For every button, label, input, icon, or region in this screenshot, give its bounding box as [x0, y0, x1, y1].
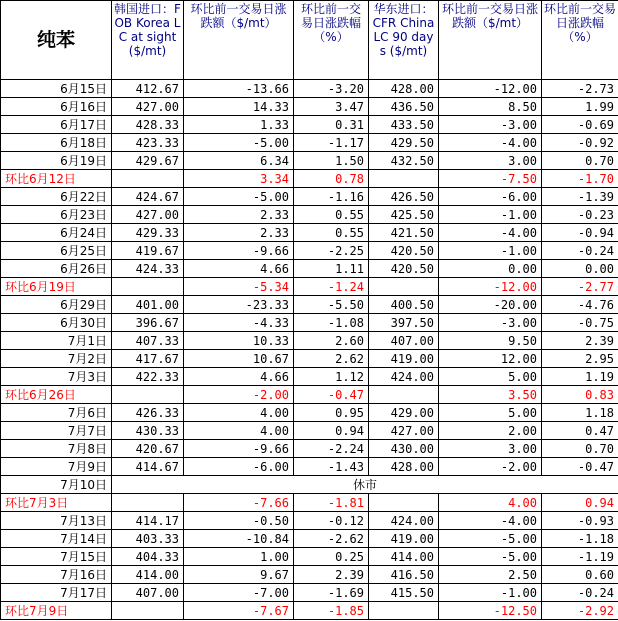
- value-cell-6: -2.77: [542, 278, 618, 296]
- value-cell-4: 420.50: [369, 260, 439, 278]
- value-cell-4: 424.00: [369, 512, 439, 530]
- value-cell-3: 3.47: [294, 98, 369, 116]
- date-cell: 7月8日: [1, 440, 112, 458]
- value-cell-3: 0.95: [294, 404, 369, 422]
- date-cell: 6月19日: [1, 152, 112, 170]
- value-cell-1: 428.33: [112, 116, 184, 134]
- table-row: [1, 260, 618, 278]
- header-cfr-change: 环比前一交易日涨跌额（$/mt）: [439, 1, 542, 80]
- table-row: [1, 530, 618, 548]
- value-cell-4: [369, 494, 439, 512]
- value-cell-4: 430.00: [369, 440, 439, 458]
- value-cell-5: 12.00: [439, 350, 542, 368]
- value-cell-1: 407.33: [112, 332, 184, 350]
- table-title: 纯苯: [1, 1, 112, 80]
- date-cell: 7月17日: [1, 584, 112, 602]
- value-cell-3: -2.62: [294, 530, 369, 548]
- value-cell-2: -10.84: [184, 530, 294, 548]
- value-cell-3: -2.25: [294, 242, 369, 260]
- table-row: [1, 404, 618, 422]
- table-row: [1, 98, 618, 116]
- value-cell-6: 1.18: [542, 404, 618, 422]
- value-cell-2: 1.00: [184, 548, 294, 566]
- value-cell-6: -0.94: [542, 224, 618, 242]
- table-row: [1, 206, 618, 224]
- value-cell-6: 0.70: [542, 440, 618, 458]
- value-cell-3: -1.81: [294, 494, 369, 512]
- market-closed-cell: 休市: [112, 476, 618, 494]
- table-row: [1, 440, 618, 458]
- value-cell-4: 433.50: [369, 116, 439, 134]
- date-cell: 7月7日: [1, 422, 112, 440]
- value-cell-5: -4.00: [439, 224, 542, 242]
- date-cell: 环比7月3日: [1, 494, 112, 512]
- value-cell-5: -3.00: [439, 116, 542, 134]
- value-cell-6: -0.92: [542, 134, 618, 152]
- value-cell-5: -5.00: [439, 530, 542, 548]
- value-cell-4: 428.00: [369, 458, 439, 476]
- value-cell-5: -20.00: [439, 296, 542, 314]
- table-row: [1, 422, 618, 440]
- date-cell: 6月22日: [1, 188, 112, 206]
- date-cell: 环比6月19日: [1, 278, 112, 296]
- value-cell-4: 427.00: [369, 422, 439, 440]
- value-cell-2: 9.67: [184, 566, 294, 584]
- value-cell-5: 0.00: [439, 260, 542, 278]
- header-cfr-change-pct: 环比前一交易日涨跌幅（%）: [542, 1, 618, 80]
- value-cell-2: 4.66: [184, 260, 294, 278]
- value-cell-6: -1.18: [542, 530, 618, 548]
- value-cell-1: 420.67: [112, 440, 184, 458]
- value-cell-2: -5.00: [184, 188, 294, 206]
- value-cell-5: 3.50: [439, 386, 542, 404]
- value-cell-2: 4.00: [184, 422, 294, 440]
- value-cell-4: 429.00: [369, 404, 439, 422]
- date-cell: 6月18日: [1, 134, 112, 152]
- value-cell-4: 426.50: [369, 188, 439, 206]
- table-row: [1, 566, 618, 584]
- value-cell-6: -0.24: [542, 584, 618, 602]
- value-cell-1: [112, 386, 184, 404]
- header-cfr-china: 华东进口：CFR China LC 90 days ($/mt): [369, 1, 439, 80]
- date-cell: 6月29日: [1, 296, 112, 314]
- value-cell-4: [369, 278, 439, 296]
- value-cell-3: 0.94: [294, 422, 369, 440]
- value-cell-2: 3.34: [184, 170, 294, 188]
- value-cell-4: 400.50: [369, 296, 439, 314]
- value-cell-5: 5.00: [439, 368, 542, 386]
- value-cell-6: -0.69: [542, 116, 618, 134]
- value-cell-1: 424.67: [112, 188, 184, 206]
- table-row: [1, 188, 618, 206]
- value-cell-2: 10.67: [184, 350, 294, 368]
- value-cell-1: 423.33: [112, 134, 184, 152]
- value-cell-2: -23.33: [184, 296, 294, 314]
- value-cell-5: 5.00: [439, 404, 542, 422]
- table-row: [1, 332, 618, 350]
- table-row: [1, 134, 618, 152]
- value-cell-3: -2.24: [294, 440, 369, 458]
- date-cell: 7月1日: [1, 332, 112, 350]
- value-cell-3: -5.50: [294, 296, 369, 314]
- value-cell-2: 14.33: [184, 98, 294, 116]
- value-cell-5: 2.00: [439, 422, 542, 440]
- table-row: [1, 584, 618, 602]
- value-cell-5: -7.50: [439, 170, 542, 188]
- value-cell-2: -4.33: [184, 314, 294, 332]
- value-cell-1: 419.67: [112, 242, 184, 260]
- summary-row: [1, 170, 618, 188]
- value-cell-2: -6.00: [184, 458, 294, 476]
- value-cell-1: 407.00: [112, 584, 184, 602]
- value-cell-3: -1.16: [294, 188, 369, 206]
- value-cell-5: -6.00: [439, 188, 542, 206]
- value-cell-2: -13.66: [184, 80, 294, 98]
- value-cell-6: 0.60: [542, 566, 618, 584]
- value-cell-6: 0.83: [542, 386, 618, 404]
- date-cell: 7月6日: [1, 404, 112, 422]
- value-cell-2: 2.33: [184, 224, 294, 242]
- value-cell-2: -7.66: [184, 494, 294, 512]
- date-cell: 6月24日: [1, 224, 112, 242]
- value-cell-5: 9.50: [439, 332, 542, 350]
- value-cell-2: 2.33: [184, 206, 294, 224]
- value-cell-4: 424.00: [369, 368, 439, 386]
- value-cell-4: [369, 386, 439, 404]
- value-cell-5: 4.00: [439, 494, 542, 512]
- value-cell-1: [112, 602, 184, 620]
- value-cell-4: 397.50: [369, 314, 439, 332]
- value-cell-1: 427.00: [112, 206, 184, 224]
- table-row: [1, 152, 618, 170]
- value-cell-2: -2.00: [184, 386, 294, 404]
- date-cell: 环比6月26日: [1, 386, 112, 404]
- summary-row: [1, 386, 618, 404]
- date-cell: 7月2日: [1, 350, 112, 368]
- value-cell-1: 429.33: [112, 224, 184, 242]
- value-cell-6: -1.70: [542, 170, 618, 188]
- value-cell-1: 414.00: [112, 566, 184, 584]
- value-cell-1: 430.33: [112, 422, 184, 440]
- value-cell-2: 1.33: [184, 116, 294, 134]
- value-cell-3: -1.24: [294, 278, 369, 296]
- value-cell-3: 2.62: [294, 350, 369, 368]
- value-cell-3: 2.60: [294, 332, 369, 350]
- table-row: [1, 314, 618, 332]
- date-cell: 6月15日: [1, 80, 112, 98]
- value-cell-1: [112, 494, 184, 512]
- value-cell-4: 419.00: [369, 530, 439, 548]
- summary-row: [1, 278, 618, 296]
- value-cell-3: -0.47: [294, 386, 369, 404]
- value-cell-5: -2.00: [439, 458, 542, 476]
- date-cell: 环比7月9日: [1, 602, 112, 620]
- value-cell-2: -9.66: [184, 242, 294, 260]
- value-cell-6: -0.75: [542, 314, 618, 332]
- value-cell-5: -4.00: [439, 512, 542, 530]
- value-cell-2: -5.34: [184, 278, 294, 296]
- value-cell-6: 0.70: [542, 152, 618, 170]
- summary-row: [1, 494, 618, 512]
- table-row: [1, 548, 618, 566]
- header-fob-change: 环比前一交易日涨跌额（$/mt）: [184, 1, 294, 80]
- date-cell: 7月14日: [1, 530, 112, 548]
- value-cell-2: -7.00: [184, 584, 294, 602]
- value-cell-6: -0.24: [542, 242, 618, 260]
- value-cell-6: -2.92: [542, 602, 618, 620]
- value-cell-5: 8.50: [439, 98, 542, 116]
- value-cell-3: 1.11: [294, 260, 369, 278]
- value-cell-5: -5.00: [439, 548, 542, 566]
- value-cell-1: 396.67: [112, 314, 184, 332]
- value-cell-3: -3.20: [294, 80, 369, 98]
- value-cell-1: 424.33: [112, 260, 184, 278]
- value-cell-4: 414.00: [369, 548, 439, 566]
- value-cell-2: 4.66: [184, 368, 294, 386]
- value-cell-3: 1.12: [294, 368, 369, 386]
- value-cell-1: 417.67: [112, 350, 184, 368]
- value-cell-6: -1.39: [542, 188, 618, 206]
- date-cell: 6月23日: [1, 206, 112, 224]
- value-cell-6: 0.94: [542, 494, 618, 512]
- value-cell-3: 1.50: [294, 152, 369, 170]
- value-cell-3: 0.55: [294, 224, 369, 242]
- value-cell-4: 416.50: [369, 566, 439, 584]
- value-cell-4: 419.00: [369, 350, 439, 368]
- value-cell-5: -1.00: [439, 206, 542, 224]
- table-row: [1, 512, 618, 530]
- value-cell-5: -1.00: [439, 242, 542, 260]
- date-cell: 7月9日: [1, 458, 112, 476]
- value-cell-4: 420.50: [369, 242, 439, 260]
- value-cell-5: 3.00: [439, 152, 542, 170]
- value-cell-1: 412.67: [112, 80, 184, 98]
- value-cell-6: -2.73: [542, 80, 618, 98]
- value-cell-1: 414.17: [112, 512, 184, 530]
- value-cell-6: 1.99: [542, 98, 618, 116]
- value-cell-4: 432.50: [369, 152, 439, 170]
- table-row: [1, 224, 618, 242]
- date-cell: 环比6月12日: [1, 170, 112, 188]
- value-cell-3: -1.85: [294, 602, 369, 620]
- table-row: [1, 242, 618, 260]
- value-cell-3: -1.43: [294, 458, 369, 476]
- date-cell: 7月10日: [1, 476, 112, 494]
- date-cell: 7月13日: [1, 512, 112, 530]
- date-cell: 6月16日: [1, 98, 112, 116]
- value-cell-6: 1.19: [542, 368, 618, 386]
- value-cell-4: 428.00: [369, 80, 439, 98]
- value-cell-5: 3.00: [439, 440, 542, 458]
- date-cell: 6月17日: [1, 116, 112, 134]
- table-row: [1, 296, 618, 314]
- value-cell-6: -0.23: [542, 206, 618, 224]
- date-cell: 7月15日: [1, 548, 112, 566]
- value-cell-2: 4.00: [184, 404, 294, 422]
- value-cell-5: -1.00: [439, 584, 542, 602]
- value-cell-4: [369, 170, 439, 188]
- header-fob-korea: 韩国进口：FOB Korea LC at sight ($/mt): [112, 1, 184, 80]
- value-cell-1: 403.33: [112, 530, 184, 548]
- summary-row: [1, 602, 618, 620]
- date-cell: 6月30日: [1, 314, 112, 332]
- value-cell-6: -0.47: [542, 458, 618, 476]
- table-row: [1, 350, 618, 368]
- value-cell-4: 429.50: [369, 134, 439, 152]
- value-cell-5: -3.00: [439, 314, 542, 332]
- value-cell-3: 0.25: [294, 548, 369, 566]
- date-cell: 7月3日: [1, 368, 112, 386]
- value-cell-2: 10.33: [184, 332, 294, 350]
- value-cell-2: -7.67: [184, 602, 294, 620]
- date-cell: 6月25日: [1, 242, 112, 260]
- value-cell-4: 436.50: [369, 98, 439, 116]
- value-cell-4: 407.00: [369, 332, 439, 350]
- value-cell-1: 422.33: [112, 368, 184, 386]
- value-cell-4: 421.50: [369, 224, 439, 242]
- value-cell-6: -4.76: [542, 296, 618, 314]
- value-cell-6: 2.95: [542, 350, 618, 368]
- table-row: [1, 80, 618, 98]
- value-cell-4: 415.50: [369, 584, 439, 602]
- date-cell: 6月26日: [1, 260, 112, 278]
- value-cell-1: 426.33: [112, 404, 184, 422]
- value-cell-3: -1.17: [294, 134, 369, 152]
- value-cell-3: -1.08: [294, 314, 369, 332]
- value-cell-6: 0.00: [542, 260, 618, 278]
- table-row: [1, 368, 618, 386]
- value-cell-5: -4.00: [439, 134, 542, 152]
- value-cell-6: -1.19: [542, 548, 618, 566]
- value-cell-3: -1.69: [294, 584, 369, 602]
- value-cell-2: -9.66: [184, 440, 294, 458]
- value-cell-5: 2.50: [439, 566, 542, 584]
- value-cell-3: 0.78: [294, 170, 369, 188]
- value-cell-4: 425.50: [369, 206, 439, 224]
- table-row: [1, 116, 618, 134]
- value-cell-4: [369, 602, 439, 620]
- value-cell-1: 429.67: [112, 152, 184, 170]
- table-row: [1, 458, 618, 476]
- value-cell-6: 0.47: [542, 422, 618, 440]
- value-cell-5: -12.00: [439, 278, 542, 296]
- date-cell: 7月16日: [1, 566, 112, 584]
- value-cell-6: 2.39: [542, 332, 618, 350]
- value-cell-5: -12.50: [439, 602, 542, 620]
- value-cell-3: 2.39: [294, 566, 369, 584]
- value-cell-2: 6.34: [184, 152, 294, 170]
- value-cell-3: 0.55: [294, 206, 369, 224]
- value-cell-2: -0.50: [184, 512, 294, 530]
- value-cell-1: 404.33: [112, 548, 184, 566]
- value-cell-3: -0.12: [294, 512, 369, 530]
- value-cell-1: 401.00: [112, 296, 184, 314]
- closed-row: [1, 476, 618, 494]
- value-cell-1: 414.67: [112, 458, 184, 476]
- value-cell-6: -0.93: [542, 512, 618, 530]
- value-cell-3: 0.31: [294, 116, 369, 134]
- value-cell-2: -5.00: [184, 134, 294, 152]
- value-cell-5: -12.00: [439, 80, 542, 98]
- header-fob-change-pct: 环比前一交易日涨跌幅（%）: [294, 1, 369, 80]
- value-cell-1: [112, 278, 184, 296]
- header-row: [1, 1, 618, 80]
- value-cell-1: 427.00: [112, 98, 184, 116]
- value-cell-1: [112, 170, 184, 188]
